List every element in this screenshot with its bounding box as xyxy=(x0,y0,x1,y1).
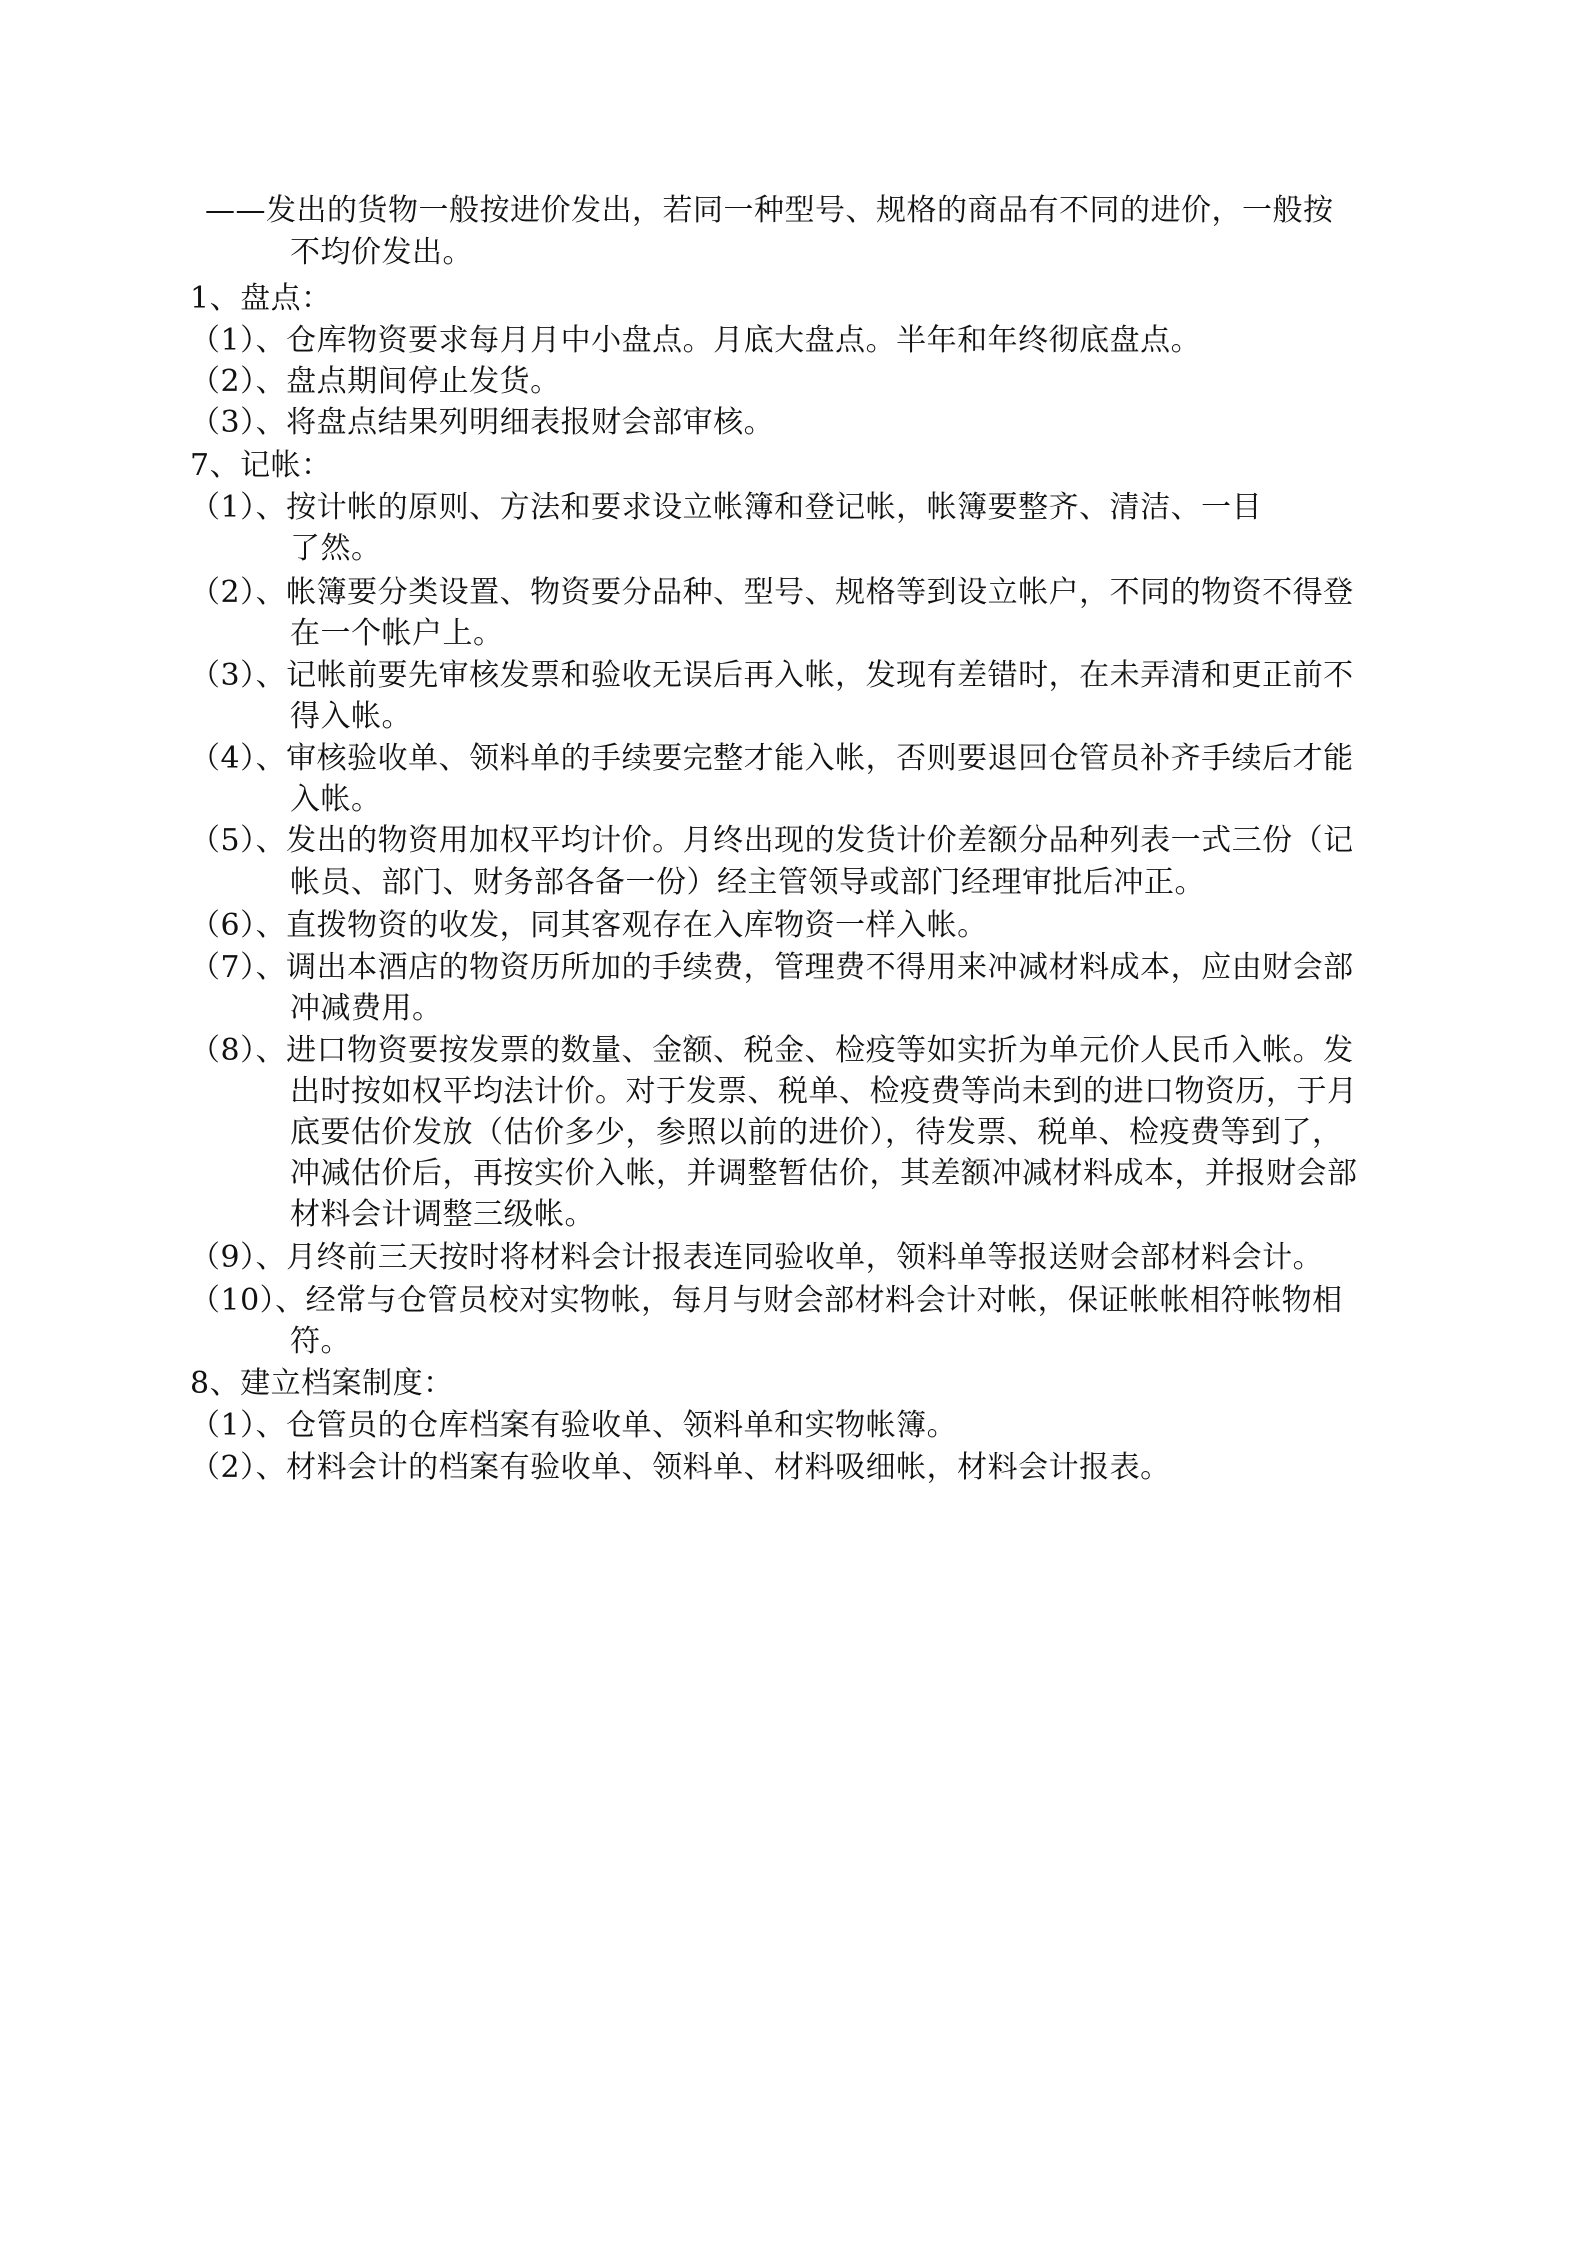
section-heading: 1、盘点： xyxy=(190,281,332,316)
list-item: （8）、进口物资要按发票的数量、金额、税金、检疫等如实折为单元价人民币入帐。发 xyxy=(190,1033,1354,1068)
list-item-continuation: 材料会计调整三级帐。 xyxy=(290,1197,595,1232)
list-item-continuation: 符。 xyxy=(290,1324,351,1359)
text-line: ——发出的货物一般按进价发出，若同一种型号、规格的商品有不同的进价，一般按 xyxy=(205,193,1334,228)
list-item: （2）、盘点期间停止发货。 xyxy=(190,364,561,399)
list-item: （1）、仓库物资要求每月月中小盘点。月底大盘点。半年和年终彻底盘点。 xyxy=(190,323,1202,358)
list-item-continuation: 底要估价发放（估价多少，参照以前的进价），待发票、税单、检疫费等到了， xyxy=(290,1115,1343,1150)
list-item-continuation: 得入帐。 xyxy=(290,699,412,734)
text-line: 不均价发出。 xyxy=(290,235,473,270)
list-item-continuation: 在一个帐户上。 xyxy=(290,616,504,651)
list-item: （2）、材料会计的档案有验收单、领料单、材料吸细帐，材料会计报表。 xyxy=(190,1450,1171,1485)
list-item-continuation: 冲减费用。 xyxy=(290,991,443,1026)
list-item: （3）、记帐前要先审核发票和验收无误后再入帐，发现有差错时，在未弄清和更正前不 xyxy=(190,658,1354,693)
list-item-continuation: 冲减估价后，再按实价入帐，并调整暂估价，其差额冲减材料成本，并报财会部 xyxy=(290,1156,1358,1191)
list-item-continuation: 入帐。 xyxy=(290,782,382,817)
section-heading: 7、记帐： xyxy=(190,448,332,483)
list-item: （4）、审核验收单、领料单的手续要完整才能入帐，否则要退回仓管员补齐手续后才能 xyxy=(190,741,1354,776)
list-item: （9）、月终前三天按时将材料会计报表连同验收单，领料单等报送财会部材料会计。 xyxy=(190,1240,1324,1275)
list-item: （1）、仓管员的仓库档案有验收单、领料单和实物帐簿。 xyxy=(190,1408,958,1443)
list-item-continuation: 帐员、部门、财务部各备一份）经主管领导或部门经理审批后冲正。 xyxy=(290,865,1205,900)
list-item: （2）、帐簿要分类设置、物资要分品种、型号、规格等到设立帐户，不同的物资不得登 xyxy=(190,575,1354,610)
list-item-continuation: 了然。 xyxy=(290,531,382,566)
list-item: （3）、将盘点结果列明细表报财会部审核。 xyxy=(190,405,775,440)
list-item: （5）、发出的物资用加权平均计价。月终出现的发货计价差额分品种列表一式三份（记 xyxy=(190,823,1354,858)
section-heading: 8、建立档案制度： xyxy=(190,1366,454,1401)
list-item: （6）、直拨物资的收发，同其客观存在入库物资一样入帐。 xyxy=(190,908,988,943)
list-item: （7）、调出本酒店的物资历所加的手续费，管理费不得用来冲减材料成本，应由财会部 xyxy=(190,950,1354,985)
list-item: （1）、按计帐的原则、方法和要求设立帐簿和登记帐，帐簿要整齐、清洁、一目 xyxy=(190,490,1263,525)
list-item-continuation: 出时按如权平均法计价。对于发票、税单、检疫费等尚未到的进口物资历，于月 xyxy=(290,1074,1358,1109)
list-item: （10）、经常与仓管员校对实物帐，每月与财会部材料会计对帐，保证帐帐相符帐物相 xyxy=(190,1283,1343,1318)
